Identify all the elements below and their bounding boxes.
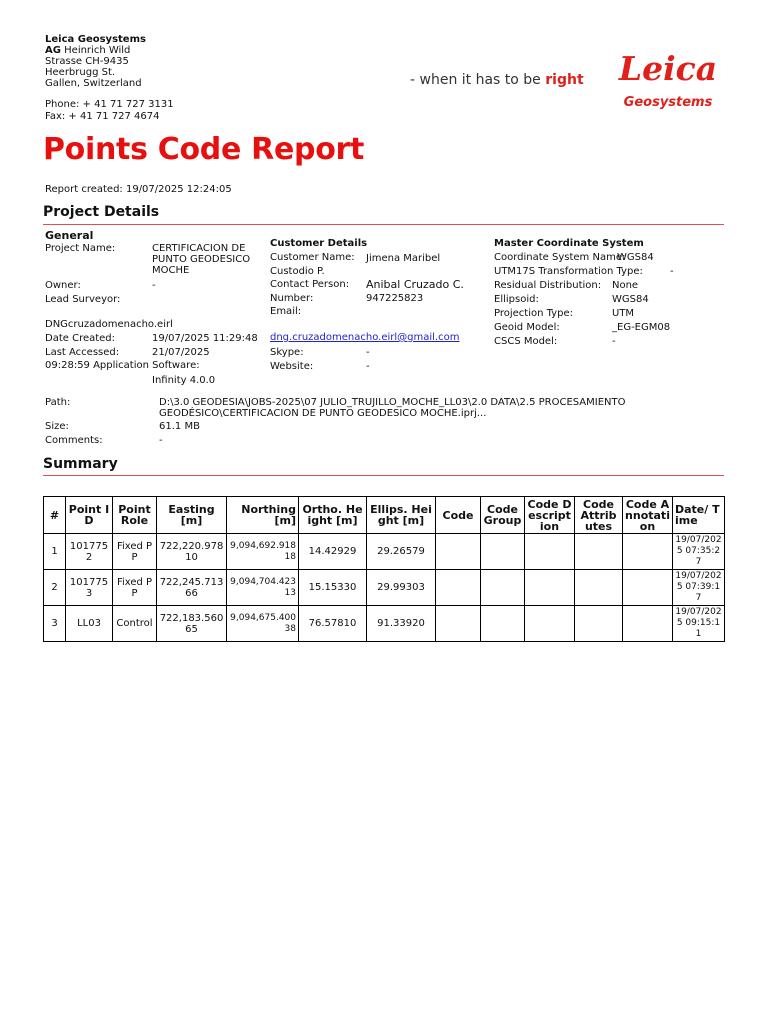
row-number: 3 <box>44 606 66 642</box>
email-label: Email: <box>270 306 302 317</box>
code <box>436 606 481 642</box>
app-software-label: 09:28:59 Application Software: <box>45 360 200 371</box>
row-number: 2 <box>44 570 66 606</box>
last-accessed-label: Last Accessed: <box>45 347 120 358</box>
company-phone: Phone: + 41 71 727 3131 <box>45 99 174 110</box>
residual-value: None <box>612 280 639 291</box>
owner-label: Owner: <box>45 280 81 291</box>
address-line-1: AG Heinrich Wild <box>45 45 131 56</box>
code <box>436 570 481 606</box>
col-header: Ortho. Height [m] <box>299 497 367 534</box>
coordinate-system-heading: Master Coordinate System <box>494 238 644 249</box>
cs-name-value: WGS84 <box>617 252 654 263</box>
address-line-4: Gallen, Switzerland <box>45 78 142 89</box>
northing: 9,094,704.42313 <box>227 570 299 606</box>
ortho-height: 15.15330 <box>299 570 367 606</box>
project-details-heading: Project Details <box>43 204 160 220</box>
report-created: Report created: 19/07/2025 12:24:05 <box>45 184 232 195</box>
code-description <box>525 606 575 642</box>
code-annotation <box>623 606 673 642</box>
customer-name-value: Jimena Maribel Custodio P. <box>270 253 441 277</box>
northing: 9,094,675.40038 <box>227 606 299 642</box>
code-attributes <box>575 570 623 606</box>
col-header: Ellips. Height [m] <box>367 497 436 534</box>
date-time: 19/07/2025 07:39:17 <box>673 570 725 606</box>
col-header: Code Annotation <box>623 497 673 534</box>
date-created-value: 19/07/2025 11:29:48 <box>152 333 258 344</box>
last-accessed-value: 21/07/2025 <box>152 347 210 358</box>
ellipsoid-value: WGS84 <box>612 294 649 305</box>
transformation-label: UTM17S Transformation Type: <box>494 266 643 277</box>
col-header: Code Description <box>525 497 575 534</box>
col-header: # <box>44 497 66 534</box>
lead-surveyor-label: Lead Surveyor: <box>45 294 121 305</box>
col-header: Point Role <box>113 497 157 534</box>
email-value[interactable] <box>270 332 459 344</box>
table-row <box>44 534 725 570</box>
northing: 9,094,692.91818 <box>227 534 299 570</box>
customer-name-label: Customer Name: <box>270 252 355 263</box>
table-row <box>44 570 725 606</box>
logo-sub: Geosystems <box>623 95 713 110</box>
website-label: Website: <box>270 361 314 372</box>
code-group <box>481 570 525 606</box>
address-line-3: Heerbrugg St. <box>45 67 116 78</box>
ellips-height: 29.26579 <box>367 534 436 570</box>
skype-label: Skype: <box>270 347 304 358</box>
residual-label: Residual Distribution: <box>494 280 602 291</box>
customer-heading: Customer Details <box>270 238 368 249</box>
date-time: 19/07/2025 07:35:27 <box>673 534 725 570</box>
section-divider <box>43 475 724 476</box>
ellipsoid-label: Ellipsoid: <box>494 294 539 305</box>
report-title: Points Code Report <box>43 132 365 167</box>
email-link[interactable]: dng.cruzadomenacho.eirl@gmail.com <box>270 332 460 343</box>
geoid-label: Geoid Model: <box>494 322 560 333</box>
col-header: Code Group <box>481 497 525 534</box>
number-label: Number: <box>270 293 314 304</box>
path-value: D:\3.0 GEODESIA\JOBS-2025\07 JULIO_TRUJILLO_MOCHE_LL03\2.0 DATA\2.5 PROCESAMIENTO GEODÉSICO\CERTIFICACION DE PUNTO GEODESICO MOCHE.iprj... <box>159 397 626 419</box>
address-line-2: Strasse CH-9435 <box>45 56 129 67</box>
code-description <box>525 570 575 606</box>
point-id: 1017753 <box>66 570 113 606</box>
table-row <box>44 606 725 642</box>
col-header: Northing [m] <box>227 497 299 534</box>
slogan: - when it has to be right <box>410 72 584 88</box>
projection-label: Projection Type: <box>494 308 573 319</box>
ellips-height: 29.99303 <box>367 570 436 606</box>
ortho-height: 76.57810 <box>299 606 367 642</box>
code-description <box>525 534 575 570</box>
section-divider <box>43 224 724 225</box>
geoid-value: _EG-EGM08 <box>612 322 671 333</box>
code-annotation <box>623 534 673 570</box>
app-software-value: Infinity 4.0.0 <box>152 375 216 386</box>
code-attributes <box>575 534 623 570</box>
summary-table <box>43 496 725 642</box>
ellips-height: 91.33920 <box>367 606 436 642</box>
owner-value: - <box>152 280 156 291</box>
general-heading: General <box>45 229 94 242</box>
date-created-label: Date Created: <box>45 333 116 344</box>
lead-surveyor-value: DNGcruzadomenacho.eirl <box>45 319 173 330</box>
point-role: Fixed PP <box>113 570 157 606</box>
point-role: Control <box>113 606 157 642</box>
ortho-height: 14.42929 <box>299 534 367 570</box>
company-name: Leica Geosystems <box>45 34 146 45</box>
easting: 722,245.71366 <box>157 570 227 606</box>
company-address <box>45 34 245 89</box>
leica-logo <box>612 44 724 112</box>
projection-value: UTM <box>612 308 635 319</box>
point-role: Fixed PP <box>113 534 157 570</box>
size-value: 61.1 MB <box>159 421 200 432</box>
code-group <box>481 606 525 642</box>
row-number: 1 <box>44 534 66 570</box>
path-label: Path: <box>45 397 71 408</box>
contact-person-value: Anibal Cruzado C. <box>366 278 464 291</box>
col-header: Point ID <box>66 497 113 534</box>
project-name-value: CERTIFICACION DE PUNTO GEODESICO MOCHE <box>152 243 251 276</box>
cscs-value: - <box>612 336 616 347</box>
contact-person-label: Contact Person: <box>270 279 350 290</box>
comments-value: - <box>159 435 163 446</box>
col-header: Code Attributes <box>575 497 623 534</box>
cs-name-label: Coordinate System Name: <box>494 252 626 263</box>
summary-heading: Summary <box>43 456 118 472</box>
logo-word: Leica <box>618 49 718 88</box>
easting: 722,220.97810 <box>157 534 227 570</box>
transformation-value: - <box>670 266 674 277</box>
col-header: Easting [m] <box>157 497 227 534</box>
col-header: Code <box>436 497 481 534</box>
point-id: 1017752 <box>66 534 113 570</box>
company-fax: Fax: + 41 71 727 4674 <box>45 111 160 122</box>
number-value: 947225823 <box>366 293 424 304</box>
skype-value: - <box>366 347 370 358</box>
code-attributes <box>575 606 623 642</box>
code <box>436 534 481 570</box>
cscs-label: CSCS Model: <box>494 336 558 347</box>
table-header-row <box>44 497 725 534</box>
col-header: Date/ Time <box>673 497 725 534</box>
code-annotation <box>623 570 673 606</box>
code-group <box>481 534 525 570</box>
company-contact <box>45 99 174 123</box>
comments-label: Comments: <box>45 435 103 446</box>
size-label: Size: <box>45 421 69 432</box>
project-name-label: Project Name: <box>45 243 116 254</box>
point-id: LL03 <box>66 606 113 642</box>
easting: 722,183.56065 <box>157 606 227 642</box>
date-time: 19/07/2025 09:15:11 <box>673 606 725 642</box>
website-value: - <box>366 361 370 372</box>
